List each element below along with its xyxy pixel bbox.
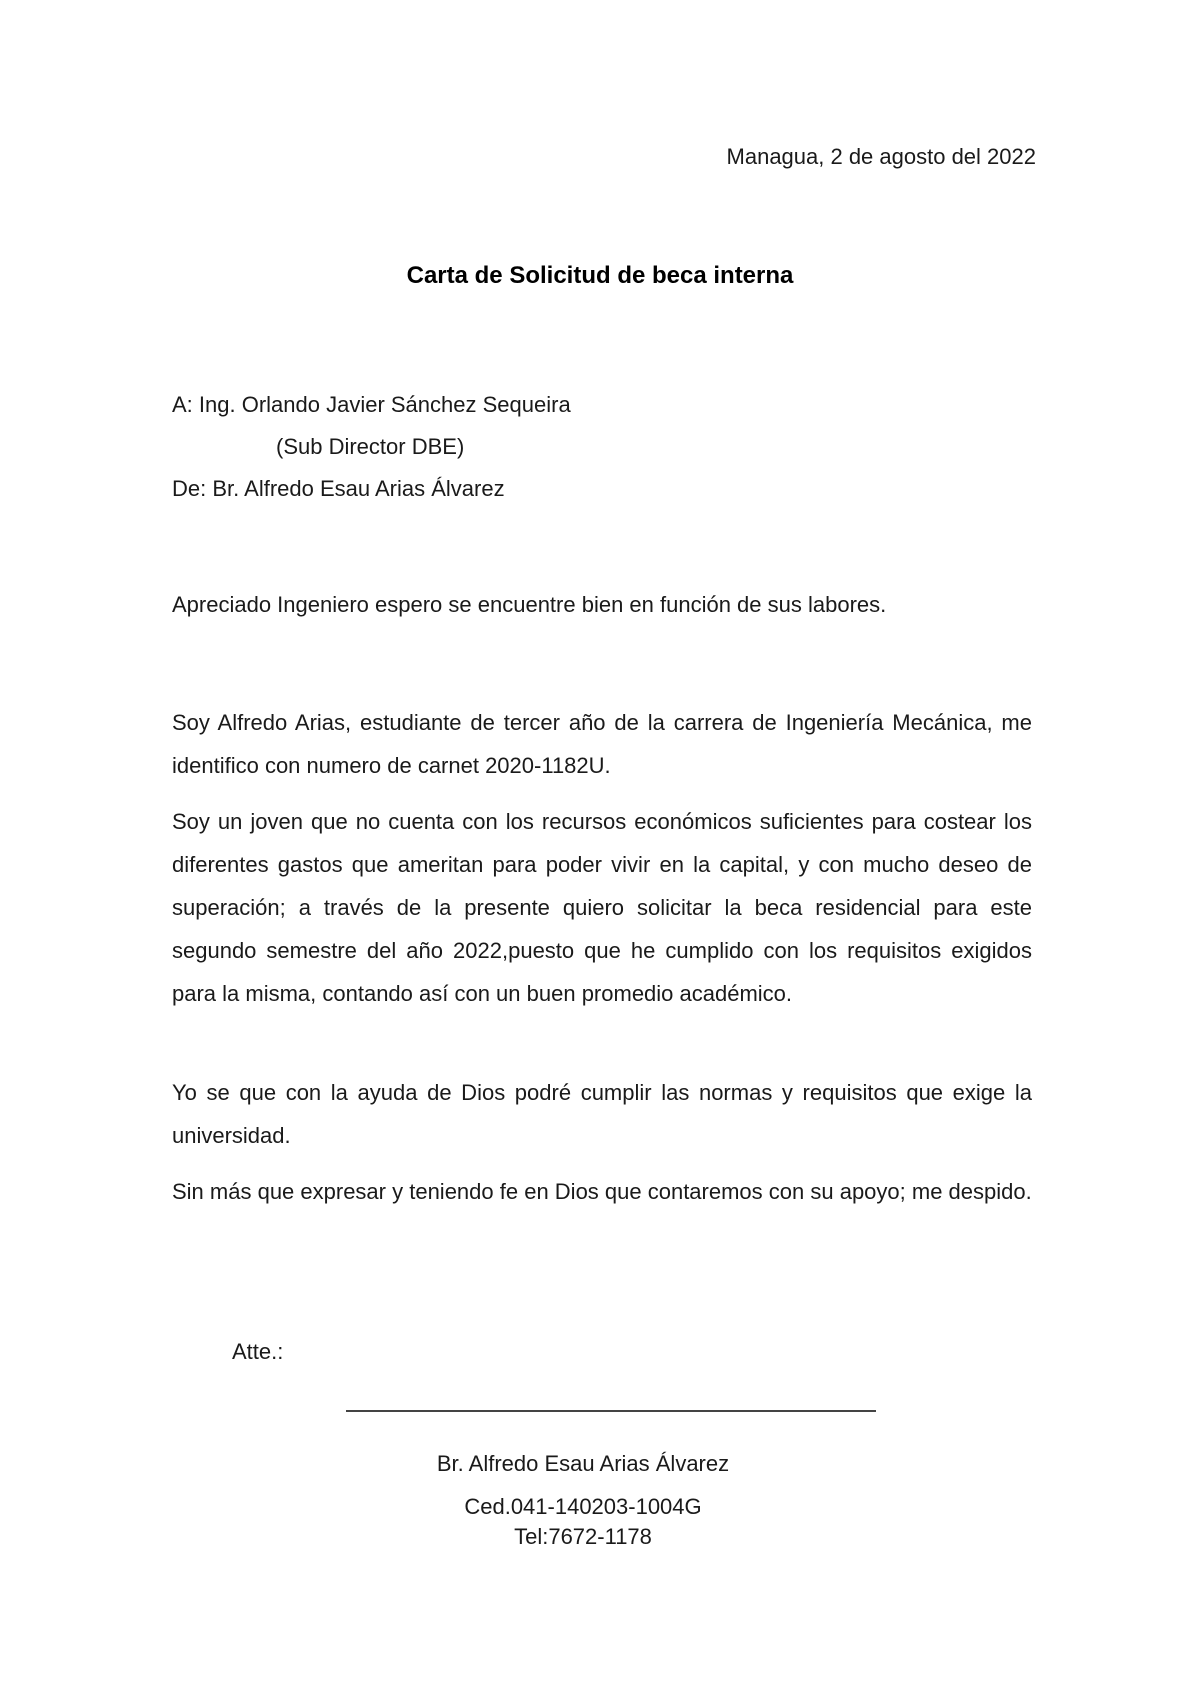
closing: Atte.: <box>232 1339 284 1364</box>
body-paragraph: Soy Alfredo Arias, estudiante de tercer año de la carrera de Ingeniería Mecánica, me identifico con numero de carnet 2020-1182U. <box>172 710 1032 778</box>
signature-line <box>346 1410 876 1412</box>
signature-id: Ced.041-140203-1004G <box>464 1494 702 1519</box>
greeting: Apreciado Ingeniero espero se encuentre bien en función de sus labores. <box>172 592 887 617</box>
body-paragraph: Soy un joven que no cuenta con los recursos económicos suficientes para costear los diferentes gastos que ameritan para poder vivir en la capital, y con mucho deseo de superación; a través de la presente quiero solicitar la beca residencial para este segundo semestre del año 2022,puesto que he cumplido con los requisitos exigidos para la misma, contando así con un buen promedio académico. <box>172 809 1032 1006</box>
body-paragraph: Sin más que expresar y teniendo fe en Dios que contaremos con su apoyo; me despido. <box>172 1179 1032 1204</box>
recipient-line: A: Ing. Orlando Javier Sánchez Sequeira <box>172 392 571 417</box>
sender-line: De: Br. Alfredo Esau Arias Álvarez <box>172 476 505 501</box>
letter-title: Carta de Solicitud de beca interna <box>406 262 794 289</box>
signature-phone: Tel:7672-1178 <box>514 1524 652 1549</box>
signature-name: Br. Alfredo Esau Arias Álvarez <box>436 1451 730 1476</box>
body-paragraph: Yo se que con la ayuda de Dios podré cumplir las normas y requisitos que exige la universidad. <box>172 1080 1032 1148</box>
recipient-role: (Sub Director DBE) <box>276 434 465 459</box>
letter-date: Managua, 2 de agosto del 2022 <box>726 144 1036 169</box>
